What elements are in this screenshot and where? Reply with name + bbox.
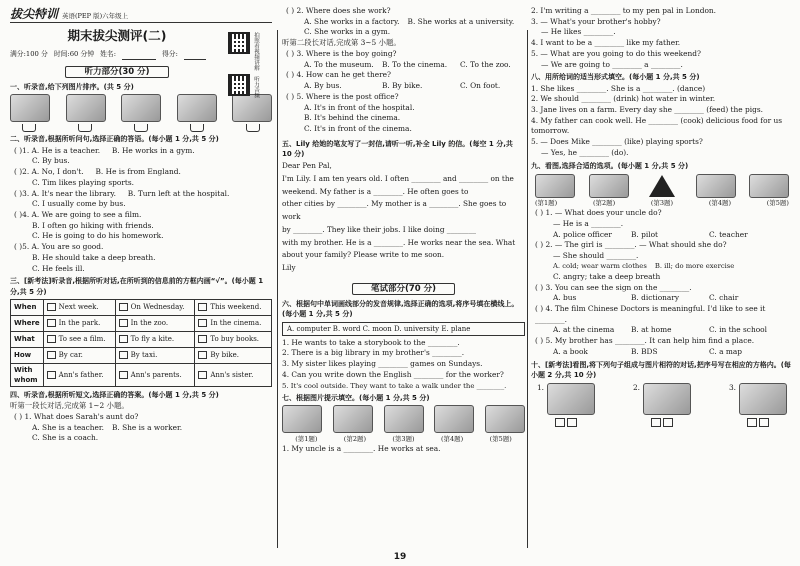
- checkbox-table: [10, 299, 272, 387]
- option-line: C. By bus.: [32, 156, 70, 166]
- sentence-item: 3. Jane lives on a farm. Every day she ________ (feed) the pigs.: [531, 105, 763, 115]
- section-1-pictures: [10, 94, 272, 122]
- checkbox[interactable]: [47, 351, 56, 359]
- name-field[interactable]: [122, 50, 156, 60]
- page-number: 19: [393, 551, 407, 562]
- sentence-item: 3. — What's your brother's hobby?: [531, 16, 661, 26]
- picture-map: [749, 174, 789, 198]
- picture-police: [434, 405, 474, 433]
- sentence-item: 5. — Does Mike ________ (like) playing sports?: [531, 137, 703, 147]
- picture-building: [696, 174, 736, 198]
- column-left: [10, 6, 272, 552]
- checkbox[interactable]: [198, 351, 207, 359]
- option-line: — He is a ________.: [553, 218, 624, 228]
- section-2-questions: [10, 146, 272, 275]
- question-item: ( ) 4. The film Chinese Doctors is meaningful. I'd like to see it ________.: [535, 303, 766, 324]
- brand-logo: 拔尖特训: [10, 7, 59, 21]
- option-line: C. I usually come by bus.: [32, 199, 126, 209]
- section-5-heading: 五、Lily 给她的笔友写了一封信,请听一听,补全 Lily 的信。(每空 1 分,共 10 分): [282, 139, 513, 158]
- option-line: A. a book B. BDS C. a map: [553, 346, 742, 356]
- option-line: A. at the cinema B. at home C. in the school: [553, 325, 767, 335]
- picture-ship: [121, 94, 161, 122]
- section-4-intro-2: 听第二段长对话,完成第 3~5 小题。: [282, 38, 401, 48]
- brand-subtitle: 英语(PEP 版)六年级上: [62, 12, 129, 20]
- section-7-pictures: [282, 405, 525, 433]
- picture-girl: [589, 174, 629, 198]
- section-3-heading: 三、[新考法]听录音,根据所听对话,在所听到的信息前的方框内画“√”。(每小题 1 分,共 5 分): [10, 277, 264, 296]
- checkbox[interactable]: [198, 319, 207, 327]
- sentence-item: 4. Can you write down the English ________ for the worker?: [282, 369, 504, 379]
- sentence-item: 1. He wants to take a storybook to the ________.: [282, 337, 460, 347]
- sentence-item: 5. — What are you going to do this weekend?: [531, 48, 701, 58]
- sentence-item: — We are going to ________ a ________.: [541, 59, 683, 69]
- letter-line: Lily: [282, 263, 296, 273]
- option-line: C. She is a coach.: [32, 433, 99, 443]
- brand-header: [10, 6, 272, 20]
- option-line: C. angry; take a deep breath: [553, 271, 661, 281]
- checkbox[interactable]: [119, 335, 128, 343]
- picture-film: [485, 405, 525, 433]
- question-item: ( ) 5. My brother has ________. It can help him find a place.: [535, 336, 755, 346]
- picture-room: [739, 383, 787, 415]
- question-item: ( )5. A. You are so good.: [14, 242, 104, 252]
- question-item: ( )1. A. He is a teacher. B. He works in a gym.: [14, 145, 195, 155]
- question-item: ( ) 1. — What does your uncle do?: [535, 208, 662, 218]
- section-9-heading: 九、看图,选择合适的选项。(每小题 1 分,共 5 分): [531, 161, 689, 170]
- sentence-item: — He likes ________.: [541, 27, 616, 37]
- option-line: C. Tim likes playing sports.: [32, 177, 134, 187]
- section-10-pictures: [531, 383, 793, 427]
- score-total: 满分:100 分: [10, 50, 48, 59]
- letter-line: by ________. They like their jobs. I like doing ________: [282, 224, 476, 234]
- table-row: Where In the park. In the zoo. In the cinema.: [11, 315, 272, 331]
- picture-reading: [66, 94, 106, 122]
- checkbox[interactable]: [47, 371, 56, 379]
- option-line: — She should ________.: [553, 251, 639, 261]
- sentence-item: 2. There is a big library in my brother's ________.: [282, 348, 465, 358]
- checkbox[interactable]: [198, 335, 207, 343]
- sentence-item: 3. My sister likes playing ________ games on Sundays.: [282, 359, 483, 369]
- picture-swimming: [10, 94, 50, 122]
- checkbox[interactable]: [119, 371, 128, 379]
- match-item: 2.: [627, 383, 697, 427]
- question-item: ( ) 2. — The girl is ________. — What should she do?: [535, 240, 727, 250]
- section-8-heading: 八、用所给词的适当形式填空。(每小题 1 分,共 5 分): [531, 73, 700, 82]
- sentence-item: 1. She likes ________. She is a ________. (dance): [531, 83, 706, 93]
- column-right: [531, 6, 793, 552]
- picture-ship: [282, 405, 322, 433]
- option-line: B. He should take a deep breath.: [32, 252, 156, 262]
- option-line: C. He is going to do his homework.: [32, 231, 164, 241]
- section-4-intro: 听第一段长对话,完成第 1~2 小题。: [10, 401, 129, 411]
- question-item: ( )2. A. No, I don't. B. He is from England.: [14, 167, 181, 177]
- checkbox[interactable]: [119, 319, 128, 327]
- checkbox[interactable]: [198, 303, 207, 311]
- section-1-answer-brackets: [10, 124, 272, 132]
- picture-shop: [643, 383, 691, 415]
- question-item: ( ) 2. Where does she work?: [286, 6, 391, 15]
- question-item: ( ) 4. How can he get there?: [286, 70, 391, 80]
- picture-kite: [384, 405, 424, 433]
- question-item: ( ) 5. Where is the post office?: [286, 91, 399, 101]
- sentence-item: 1. My uncle is a ________. He works at sea.: [282, 444, 441, 454]
- page-title: 期末拔尖测评(二): [67, 28, 167, 43]
- answer-bracket[interactable]: [246, 124, 260, 132]
- answer-bracket[interactable]: [134, 124, 148, 132]
- answer-boxes[interactable]: [555, 418, 577, 427]
- section-7-heading: 七、根据图片提示填空。(每小题 1 分,共 5 分): [282, 393, 430, 402]
- answer-boxes[interactable]: [747, 418, 769, 427]
- question-item: ( ) 3. Where is the boy going?: [286, 48, 397, 58]
- listening-part-heading: 听力部分(30 分): [10, 66, 272, 78]
- qr-label-video: 拍照看视频讲解: [253, 32, 260, 71]
- picture-labels: (第1题) (第2题) (第3题) (第4题) (第5题): [535, 198, 789, 207]
- option-line: A. cold; wear warm clothes B. ill; do more exercise: [553, 261, 735, 270]
- match-item: 1.: [531, 383, 601, 427]
- picture-children: [177, 94, 217, 122]
- column-divider: [527, 30, 528, 548]
- option-line: A. By bus. B. By bike. C. On foot.: [304, 81, 501, 91]
- table-row: With whom Ann's father. Ann's parents. Ann's sister.: [11, 363, 272, 386]
- section-4-heading: 四、听录音,根据所听短文,选择正确的答案。(每小题 1 分,共 5 分): [10, 390, 219, 399]
- option-line: A. She is a teacher. B. She is a worker.: [32, 422, 183, 432]
- table-row: When Next week. On Wednesday. This weekend.: [11, 299, 272, 315]
- word-options-box: A. computer B. word C. moon D. university E. plane: [282, 322, 525, 336]
- option-line: C. She works in a gym.: [304, 27, 391, 37]
- column-divider: [277, 30, 278, 548]
- match-item: 3.: [723, 383, 793, 427]
- option-line: A. police officer B. pilot C. teacher: [553, 229, 748, 239]
- question-item: ( ) 1. What does Sarah's aunt do?: [14, 411, 139, 421]
- qr-code-icon[interactable]: [228, 32, 250, 54]
- answer-boxes[interactable]: [651, 418, 673, 427]
- letter-line: about your family? Please write to me soon.: [282, 250, 445, 260]
- question-item: ( )4. A. We are going to see a film.: [14, 209, 142, 219]
- sentence-item: 5. It's cool outside. They want to take a walk under the ________.: [282, 381, 507, 390]
- question-item: ( )3. A. It's near the library. B. Turn left at the hospital.: [14, 188, 230, 198]
- option-line: A. It's in front of the hospital.: [304, 102, 415, 112]
- sentence-item: 4. I want to be a ________ like my father.: [531, 38, 681, 48]
- table-row: How By car. By taxi. By bike.: [11, 347, 272, 363]
- option-line: B. It's behind the cinema.: [304, 113, 401, 123]
- picture-letter: [333, 405, 373, 433]
- option-line: A. To the museum. B. To the cinema. C. To the zoo.: [304, 59, 511, 69]
- letter-line: with my brother. He is a ________. He works near the sea. What: [282, 237, 516, 247]
- section-2-heading: 二、听录音,根据所听问句,选择正确的答语。(每小题 1 分,共 5 分): [10, 135, 219, 144]
- question-item: ( ) 3. You can see the sign on the ________.: [535, 282, 692, 292]
- section-9-pictures: [531, 174, 793, 198]
- checkbox[interactable]: [47, 335, 56, 343]
- checkbox[interactable]: [198, 371, 207, 379]
- letter-line: I'm Lily. I am ten years old. I often ________ and ________ on the weekend. My father is a ________. He often goes to: [282, 173, 514, 196]
- sentence-item: 2. We should ________ (drink) hot water in winter.: [531, 94, 716, 104]
- option-line: C. He feels ill.: [32, 263, 85, 273]
- sentence-item: — Yes, he ________ (do).: [541, 147, 629, 157]
- picture-pilot: [535, 174, 575, 198]
- column-middle: [282, 6, 525, 552]
- name-label: 姓名:: [100, 50, 117, 59]
- letter-body: [282, 160, 525, 275]
- qr-label-audio: 听力音频: [253, 76, 260, 98]
- picture-hospital: [232, 94, 272, 122]
- qr-code-icon[interactable]: [228, 74, 250, 96]
- sentence-item: 4. My father can cook well. He ________ (cook) delicious food for us tomorrow.: [531, 115, 783, 136]
- answer-bracket[interactable]: [22, 124, 36, 132]
- table-row: What To see a film. To fly a kite. To buy books.: [11, 331, 272, 347]
- section-6-heading: 六、根据句中单词画线部分的发音规律,选择正确的选项,将序号填在横线上。(每小题 1 分,共 5 分): [282, 300, 519, 319]
- option-line: C. It's in front of the cinema.: [304, 124, 412, 134]
- checkbox[interactable]: [47, 303, 56, 311]
- section-10-heading: 十、[新考法]看图,将下列句子组成与图片相符的对话,把序号写在相应的方格内。(每小题 2 分,共 10 分): [531, 360, 791, 379]
- answer-bracket[interactable]: [190, 124, 204, 132]
- checkbox[interactable]: [47, 319, 56, 327]
- picture-classroom: [547, 383, 595, 415]
- written-part-heading: 笔试部分(70 分): [282, 283, 525, 295]
- option-line: B. I often go hiking with friends.: [32, 220, 154, 230]
- checkbox[interactable]: [119, 351, 128, 359]
- checkbox[interactable]: [119, 303, 128, 311]
- score-label: 得分:: [162, 50, 178, 59]
- answer-bracket[interactable]: [78, 124, 92, 132]
- score-field[interactable]: [184, 50, 206, 60]
- option-line: A. She works in a factory. B. She works at a university.: [304, 16, 515, 26]
- section-1-heading: 一、听录音,给下列图片排序。(共 5 分): [10, 83, 134, 92]
- warning-sign-icon: [642, 174, 682, 198]
- letter-line: Dear Pen Pal,: [282, 161, 332, 171]
- time-limit: 时间:60 分钟: [53, 50, 95, 59]
- letter-line: other cities by ________. My mother is a ________. She goes to work: [282, 199, 507, 222]
- picture-labels: (第1题) (第2题) (第3题) (第4题) (第5题): [295, 434, 512, 443]
- option-line: A. bus B. dictionary C. chair: [553, 293, 739, 303]
- sentence-item: 2. I'm writing a ________ to my pen pal in London.: [531, 6, 717, 15]
